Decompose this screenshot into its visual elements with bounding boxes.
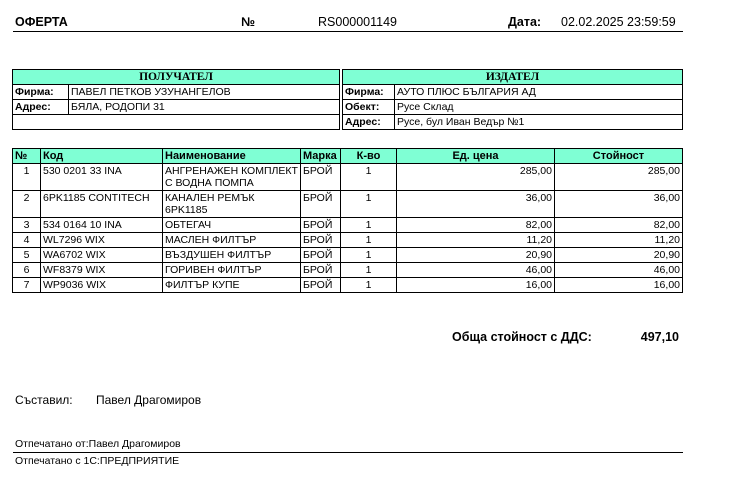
table-row <box>13 278 683 293</box>
recipient-heading: ПОЛУЧАТЕЛ <box>13 70 340 85</box>
issuer-table <box>342 69 683 130</box>
issuer-address-label: Адрес: <box>343 115 395 130</box>
row-total: 11,20 <box>555 233 683 248</box>
document-number: RS000001149 <box>318 15 398 29</box>
row-code: WA6702 WIX <box>41 248 163 263</box>
row-number: 5 <box>13 248 41 263</box>
row-total: 82,00 <box>555 218 683 233</box>
recipient-empty-row <box>13 115 340 130</box>
issuer-heading: ИЗДАТЕЛ <box>343 70 683 85</box>
row-unit-price: 11,20 <box>397 233 555 248</box>
row-name: ВЪЗДУШЕН ФИЛТЪР <box>163 248 301 263</box>
row-code: 530 0201 33 INA <box>41 164 163 191</box>
row-quantity: 1 <box>341 263 397 278</box>
row-code: WP9036 WIX <box>41 278 163 293</box>
issuer-address: Русе, бул Иван Ведър №1 <box>395 115 683 130</box>
row-name: КАНАЛЕН РЕМЪК 6PK1185 <box>163 191 301 218</box>
col-header-name: Наименование <box>163 149 301 164</box>
table-row <box>13 164 683 191</box>
issuer-object: Русе Склад <box>395 100 683 115</box>
recipient-firm-label: Фирма: <box>13 85 69 100</box>
items-table <box>12 148 683 293</box>
row-code: WL7296 WIX <box>41 233 163 248</box>
total-label: Обща стойност с ДДС: <box>452 330 592 344</box>
col-header-quantity: К-во <box>341 149 397 164</box>
row-total: 46,00 <box>555 263 683 278</box>
date-label: Дата: <box>508 15 542 29</box>
recipient-firm: ПАВЕЛ ПЕТКОВ УЗУНАНГЕЛОВ <box>69 85 340 100</box>
row-number: 4 <box>13 233 41 248</box>
row-unit-price: 16,00 <box>397 278 555 293</box>
table-row <box>13 191 683 218</box>
row-unit-price: 82,00 <box>397 218 555 233</box>
header-divider <box>13 31 683 32</box>
printed-with: Отпечатано с 1С:ПРЕДПРИЯТИЕ <box>15 455 180 467</box>
row-name: ФИЛТЪР КУПЕ <box>163 278 301 293</box>
row-unit: БРОЙ <box>301 248 341 263</box>
row-quantity: 1 <box>341 164 397 191</box>
row-unit-price: 36,00 <box>397 191 555 218</box>
table-row <box>13 233 683 248</box>
row-total: 285,00 <box>555 164 683 191</box>
row-unit: БРОЙ <box>301 263 341 278</box>
footer-divider <box>13 452 683 453</box>
row-number: 2 <box>13 191 41 218</box>
row-number: 3 <box>13 218 41 233</box>
composer-label: Съставил: <box>15 393 73 407</box>
issuer-firm: АУТО ПЛЮС БЪЛГАРИЯ АД <box>395 85 683 100</box>
table-row <box>13 218 683 233</box>
issuer-firm-label: Фирма: <box>343 85 395 100</box>
col-header-code: Код <box>41 149 163 164</box>
row-code: 534 0164 10 INA <box>41 218 163 233</box>
row-number: 1 <box>13 164 41 191</box>
row-unit-price: 285,00 <box>397 164 555 191</box>
row-number: 7 <box>13 278 41 293</box>
issuer-object-label: Обект: <box>343 100 395 115</box>
row-name: АНГРЕНАЖЕН КОМПЛЕКТ С ВОДНА ПОМПА <box>163 164 301 191</box>
row-number: 6 <box>13 263 41 278</box>
row-code: WF8379 WIX <box>41 263 163 278</box>
composer-name: Павел Драгомиров <box>96 393 202 407</box>
col-header-total: Стойност <box>555 149 683 164</box>
table-row <box>13 263 683 278</box>
row-unit-price: 46,00 <box>397 263 555 278</box>
number-label: № <box>241 15 255 29</box>
recipient-address-label: Адрес: <box>13 100 69 115</box>
row-name: МАСЛЕН ФИЛТЪР <box>163 233 301 248</box>
row-quantity: 1 <box>341 248 397 263</box>
row-code: 6PK1185 CONTITECH <box>41 191 163 218</box>
row-quantity: 1 <box>341 278 397 293</box>
row-unit: БРОЙ <box>301 278 341 293</box>
document-date: 02.02.2025 23:59:59 <box>561 15 676 29</box>
row-name: ГОРИВЕН ФИЛТЪР <box>163 263 301 278</box>
row-unit-price: 20,90 <box>397 248 555 263</box>
total-value: 497,10 <box>640 330 679 344</box>
row-total: 16,00 <box>555 278 683 293</box>
col-header-unit-price: Ед. цена <box>397 149 555 164</box>
table-row <box>13 248 683 263</box>
recipient-address: БЯЛА, РОДОПИ 31 <box>69 100 340 115</box>
row-unit: БРОЙ <box>301 233 341 248</box>
col-header-number: № <box>13 149 41 164</box>
document-title: ОФЕРТА <box>15 15 68 29</box>
row-total: 36,00 <box>555 191 683 218</box>
recipient-table <box>12 69 340 130</box>
row-unit: БРОЙ <box>301 191 341 218</box>
col-header-unit: Марка <box>301 149 341 164</box>
row-unit: БРОЙ <box>301 164 341 191</box>
row-unit: БРОЙ <box>301 218 341 233</box>
row-quantity: 1 <box>341 191 397 218</box>
row-quantity: 1 <box>341 218 397 233</box>
row-total: 20,90 <box>555 248 683 263</box>
row-name: ОБТЕГАЧ <box>163 218 301 233</box>
row-quantity: 1 <box>341 233 397 248</box>
printed-by: Отпечатано от:Павел Драгомиров <box>15 438 181 450</box>
